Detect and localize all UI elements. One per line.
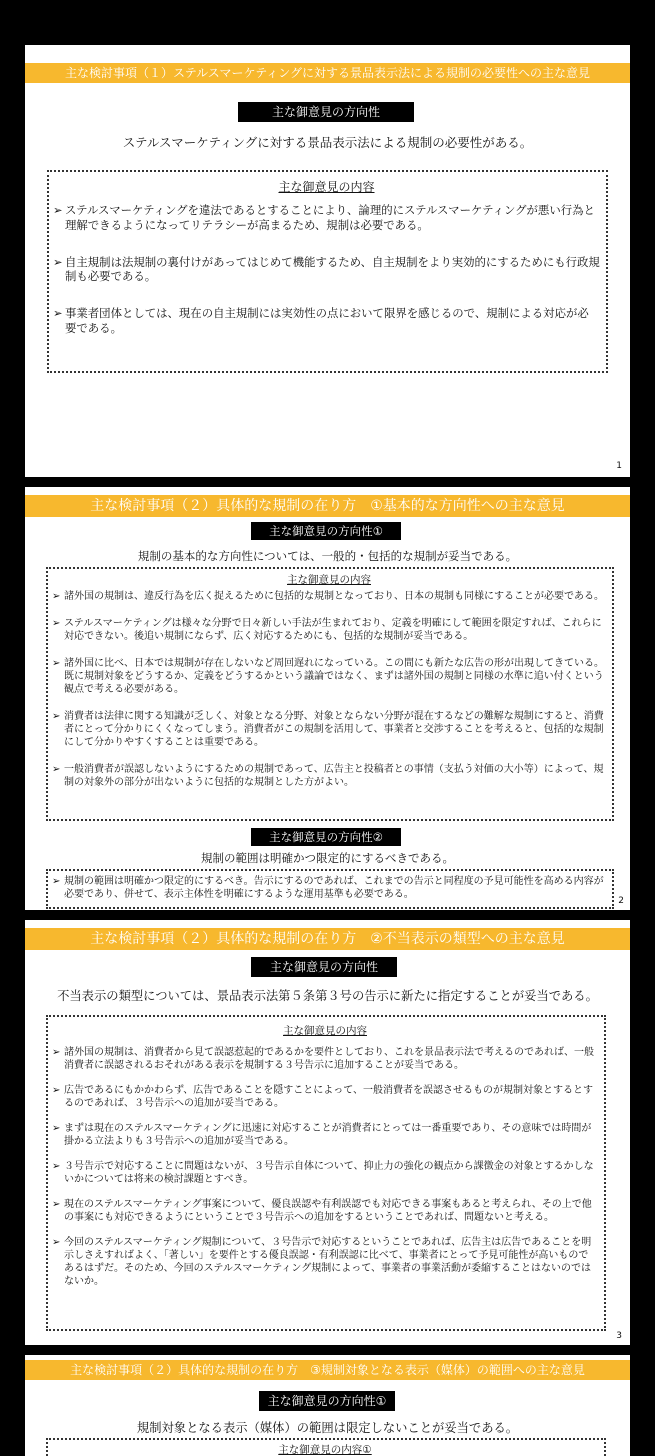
list-item: ➢ 広告であるにもかかわらず、広告であることを隠すことによって、一般消費者を誤認させるものが規制対象とするとするのであれば、３号告示への追加が妥当である。 [52,1085,593,1109]
arrow-bullet-icon: ➢ [52,764,61,775]
slide-header: 主な検討事項（２）具体的な規制の在り方 ①基本的な方向性への主な意見 [25,495,630,517]
slide-2 [25,487,630,910]
list-item: ➢ 今回のステルスマーケティング規制について、３号告示で対応するということであれば、広告主は広告であることを明示しさえすればよく、「著しい」を要件とする優良誤認・有利誤認に比べて、事業者にとって予見可能性が高いものであるはずだ。そのため、今回のステルスマーケティング規制によって、事業者の事業活動が委縮することはないのではないか。 [52,1237,592,1287]
arrow-bullet-icon: ➢ [52,876,61,887]
opinion-box [46,1438,606,1456]
slide-header: 主な検討事項（２）具体的な規制の在り方 ②不当表示の類型への主な意見 [25,928,630,950]
slide-1 [25,45,630,477]
opinion-box [47,170,608,373]
list-item: ➢ 諸外国に比べ、日本では規制が存在しないなど周回遅れになっている。この間にも新たな広告の形が出現してきている。既に規制対象をどうするか、定義をどうするかという議論ではなく、まずは諸外国の規制と同様の水準に追い付くという観点で考える必要がある。 [52,658,604,695]
direction-label-2: 主な御意見の方向性② [251,828,401,846]
arrow-bullet-icon: ➢ [52,1161,61,1172]
arrow-bullet-icon: ➢ [52,711,61,722]
slide-header: 主な検討事項（１）ステルスマーケティングに対する景品表示法による規制の必要性への主な意見 [25,63,630,83]
list-item: ➢ 諸外国の規制は、違反行為を広く捉えるために包括的な規制となっており、日本の規制も同様にすることが必要である。 [52,591,604,602]
page-number: 3 [616,1331,622,1341]
list-item: ➢ 自主規制は法規制の裏付けがあってはじめて機能するため、自主規制をより実効的にするためにも行政規制も必要である。 [53,254,600,284]
arrow-bullet-icon: ➢ [52,618,61,629]
list-item: ➢ 事業者団体としては、現在の自主規制には実効性の点において限界を感じるので、規制による対応が必要である。 [53,306,589,336]
arrow-bullet-icon: ➢ [52,1123,61,1134]
slide-3 [25,920,630,1345]
page-number: 1 [616,461,622,471]
box-title: 主な御意見の内容 [278,180,375,194]
list-item: ➢ まずは現在のステルスマーケティングに迅速に対応することが消費者にとっては一番重要であり、その意味では時間が掛かる立法よりも３号告示への追加が妥当である。 [52,1123,592,1147]
arrow-bullet-icon: ➢ [52,1047,61,1058]
direction-text-2: 規制の範囲は明確かつ限定的にするべきである。 [201,851,454,865]
opinion-box-1 [46,567,614,821]
arrow-bullet-icon: ➢ [53,254,63,269]
opinion-box-2 [46,869,614,909]
box-title: 主な御意見の内容 [283,1025,367,1037]
direction-text-1: 規制の基本的な方向性については、一般的・包括的な規制が妥当である。 [137,549,518,563]
arrow-bullet-icon: ➢ [52,658,61,669]
arrow-bullet-icon: ➢ [52,1085,61,1096]
arrow-bullet-icon: ➢ [52,1199,61,1210]
slide-header: 主な検討事項（２）具体的な規制の在り方 ③規制対象となる表示（媒体）の範囲への主な意見 [25,1360,630,1380]
direction-text: 規制対象となる表示（媒体）の範囲は限定しないことが妥当である。 [136,1421,519,1435]
direction-label: 主な御意見の方向性 [238,102,414,122]
page-number: 2 [618,896,624,906]
list-item: ➢ 消費者は法律に関する知識が乏しく、対象となる分野、対象とならない分野が混在するなどの難解な規制にすると、消費者にとって分かりにくくなってしまう。消費者がこの規制を活用して、事業者と交渉することを考えると、包括的な規制にして分かりやすくすることは重要である。 [52,711,604,748]
arrow-bullet-icon: ➢ [53,306,63,321]
opinion-box [46,1015,606,1331]
list-item: ➢ ステルスマーケティングを違法であるとすることにより、論理的にステルスマーケティングが悪い行為と理解できるようになってリテラシーが高まるため、規制は必要である。 [53,203,595,232]
list-item: ➢ ３号告示で対応することに問題はないが、３号告示自体について、抑止力の強化の観点から課徴金の対象とするかしないかについては将来の検討課題とすべき。 [52,1161,594,1185]
box-title: 主な御意見の内容① [278,1444,372,1456]
direction-label: 主な御意見の方向性① [259,1391,395,1411]
direction-label: 主な御意見の方向性 [251,957,397,977]
list-item: ➢ 一般消費者が誤認しないようにするための規制であって、広告主と投稿者との事情（支払う対価の大小等）によって、規制の対象外の部分が出ないように包括的な規制とした方がよい。 [52,764,604,788]
arrow-bullet-icon: ➢ [53,203,63,217]
list-item: ➢ 現在のステルスマーケティング事案について、優良誤認や有利誤認でも対応できる事案もあると考えられ、その上で他の事案にも対応できるようにということで３号告示への追加をするということであれば、問題ないと考える。 [52,1199,592,1223]
direction-text: ステルスマーケティングに対する景品表示法による規制の必要性がある。 [122,135,533,150]
slide-4 [25,1355,630,1456]
box-title: 主な御意見の内容 [287,574,371,586]
direction-label-1: 主な御意見の方向性① [251,522,401,540]
list-item: ➢ 規制の範囲は明確かつ限定的にするべき。告示にするのであれば、これまでの告示と同程度の予見可能性を高める内容が必要であり、併せて、表示主体性を明確にするような運用基準も必要である。 [52,876,604,900]
list-item: ➢ ステルスマーケティングは様々な分野で日々新しい手法が生まれており、定義を明確にして範囲を限定すれば、これらに対応できない。後追い規制にならず、広く対応するためにも、包括的な規制が妥当である。 [52,618,602,642]
direction-text: 不当表示の類型については、景品表示法第５条第３号の告示に新たに指定することが妥当である。 [57,989,598,1003]
arrow-bullet-icon: ➢ [52,1237,61,1248]
list-item: ➢ 諸外国の規制は、消費者から見て誤認惹起的であるかを要件としており、これを景品表示法で考えるのであれば、一般消費者に誤認されるおそれがある表示を規制する３号告示に追加することが妥当である。 [52,1047,594,1071]
arrow-bullet-icon: ➢ [52,591,61,602]
